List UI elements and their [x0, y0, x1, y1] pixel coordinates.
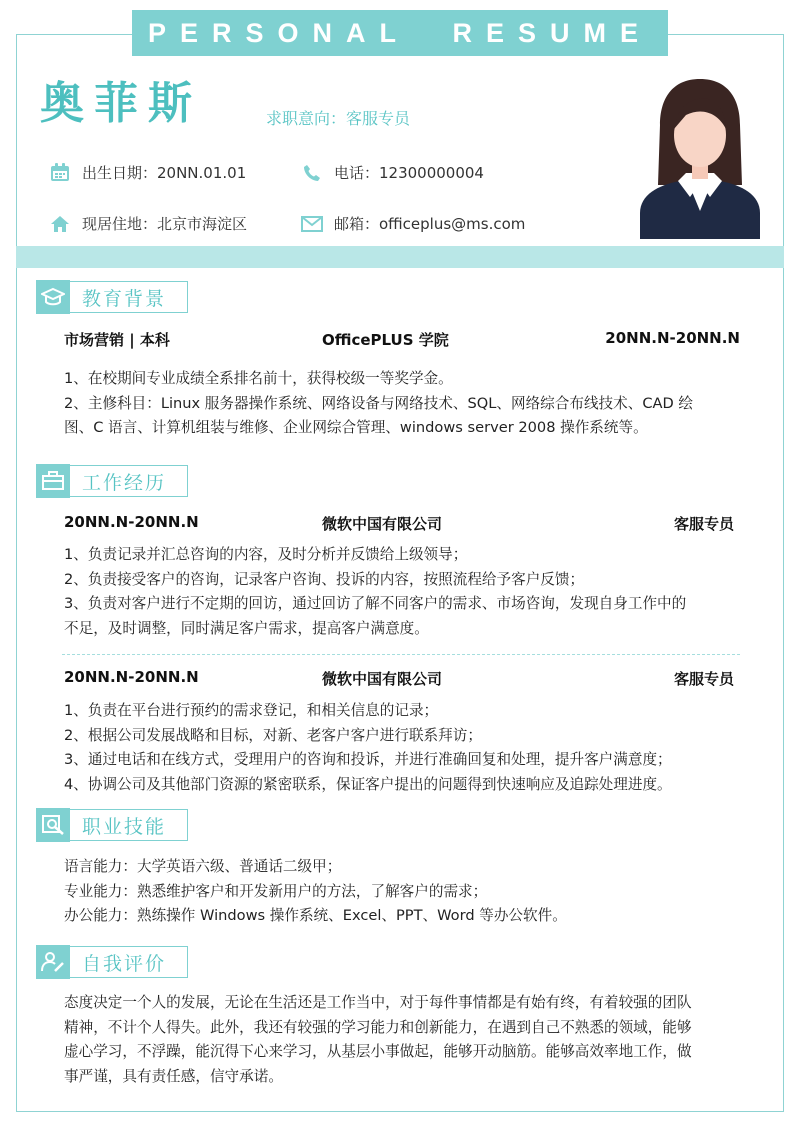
job-line: 2、负责接受客户的咨询，记录客户咨询、投诉的内容，按照流程给予客户反馈；: [64, 570, 585, 588]
skills-details: [64, 855, 754, 929]
section-self-title: 自我评价: [70, 946, 188, 978]
birth-info: [48, 162, 246, 183]
section-work-header: [36, 464, 188, 498]
self-evaluation: [64, 991, 754, 1089]
birth-text: 出生日期：20NN.01.01: [82, 164, 247, 182]
education-major: 市场营销 | 本科: [64, 331, 170, 349]
education-line: 2、主修科目：Linux 服务器操作系统、网络设备与网络技术、SQL、网络综合布线技术、CAD 绘: [64, 394, 693, 412]
email-text: 邮箱：officeplus@ms.com: [334, 215, 526, 233]
job-details: [64, 543, 754, 641]
self-line: 事严谨，具有责任感，信守承诺。: [64, 1067, 283, 1085]
mail-icon: [300, 214, 324, 234]
job-row: [64, 668, 740, 688]
education-row: [64, 329, 740, 349]
self-line: 态度决定一个人的发展，无论在生活还是工作当中，对于每件事情都是有始有终，有着较强的团队: [64, 994, 692, 1011]
job-line: 不足，及时调整，同时满足客户需求，提高客户满意度。: [64, 619, 429, 637]
job-line: 3、通过电话和在线方式，受理用户的咨询和投诉，并进行准确回复和处理，提升客户满意度；: [64, 751, 672, 768]
skill-line: 办公能力：熟练操作 Windows 操作系统、Excel、PPT、Word 等办公软件。: [64, 907, 567, 924]
education-line: 图、C 语言、计算机组装与维修、企业网综合管理、windows server 2008 操作系统等。: [64, 419, 648, 436]
phone-icon: [300, 163, 324, 183]
graduation-cap-icon: [36, 280, 70, 314]
job-divider: [62, 654, 740, 655]
phone-text: 电话：12300000004: [334, 164, 484, 182]
job-line: 3、负责对客户进行不定期的回访，通过回访了解不同客户的需求、市场咨询，发现自身工作中的: [64, 595, 687, 612]
job-role: 客服专员: [673, 515, 734, 533]
self-line: 虚心学习，不浮躁，能沉得下心来学习，从基层小事做起，能够开动脑筋。能够高效率地工作，做: [64, 1043, 692, 1060]
job-details: [64, 699, 754, 797]
job-line: 1、负责在平台进行预约的需求登记，和相关信息的记录；: [64, 702, 439, 719]
title-banner: PERSONAL RESUME: [132, 10, 668, 56]
job-line: 2、根据公司发展战略和目标，对新、老客户客户进行联系拜访；: [64, 726, 482, 744]
header-divider-band: [16, 246, 784, 268]
self-line: 精神，不计个人得失。此外，我还有较强的学习能力和创新能力，在遇到自己不熟悉的领域，能够: [64, 1018, 692, 1036]
section-skills-title: 职业技能: [70, 809, 188, 841]
person-edit-icon: [36, 945, 70, 979]
profile-photo: [638, 73, 762, 239]
address-text: 现居住地：北京市海淀区: [82, 215, 248, 233]
job-row: [64, 513, 740, 533]
job-period: 20NN.N-20NN.N: [64, 513, 199, 531]
section-skills-header: [36, 808, 188, 842]
phone-info: [300, 162, 484, 183]
education-details: [64, 367, 754, 441]
job-company: 微软中国有限公司: [322, 670, 443, 688]
job-period: 20NN.N-20NN.N: [64, 668, 199, 686]
job-line: 1、负责记录并汇总咨询的内容，及时分析并反馈给上级领导；: [64, 546, 468, 563]
job-company: 微软中国有限公司: [322, 515, 443, 533]
skill-line: 专业能力：熟悉维护客户和开发新用户的方法，了解客户的需求；: [64, 882, 488, 900]
candidate-name: 奥菲斯: [40, 78, 202, 129]
education-school: OfficePLUS 学院: [322, 331, 449, 349]
calendar-icon: [48, 163, 72, 183]
address-info: [48, 213, 247, 234]
section-education-header: [36, 280, 188, 314]
job-role: 客服专员: [673, 670, 734, 688]
email-info: [300, 213, 525, 234]
section-work-title: 工作经历: [70, 465, 188, 497]
education-line: 1、在校期间专业成绩全系排名前十，获得校级一等奖学金。: [64, 370, 453, 387]
home-icon: [48, 214, 72, 234]
job-line: 4、协调公司及其他部门资源的紧密联系，保证客户提出的问题得到快速响应及追踪处理进度。: [64, 775, 672, 793]
skills-search-icon: [36, 808, 70, 842]
job-intent: 求职意向：客服专员: [266, 109, 411, 128]
section-education-title: 教育背景: [70, 281, 188, 313]
section-self-header: [36, 945, 188, 979]
briefcase-icon: [36, 464, 70, 498]
skill-line: 语言能力：大学英语六级、普通话二级甲；: [64, 858, 342, 875]
education-period: 20NN.N-20NN.N: [605, 329, 740, 347]
